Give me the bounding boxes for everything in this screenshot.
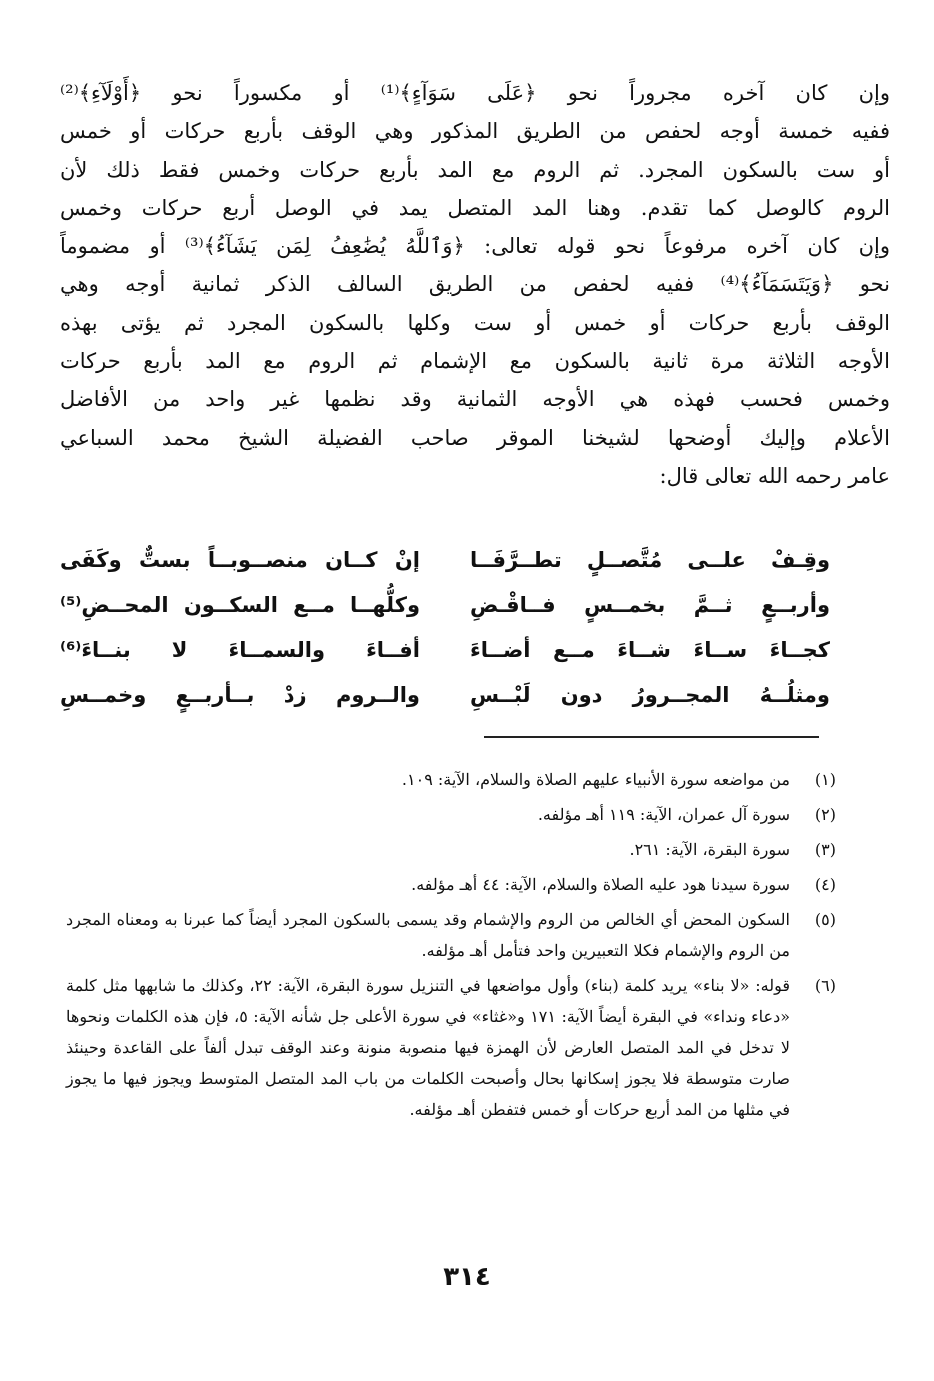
footnote-text: سورة البقرة، الآية: ٢٦١. (629, 840, 790, 859)
poem-verse (60, 538, 830, 583)
poem-verse (60, 628, 830, 673)
main-text (60, 74, 890, 495)
footnote-number: (٣) (814, 840, 836, 859)
poem-verse (60, 583, 830, 628)
text-line: نحو ﴿وَيَتَسَمَآءُ﴾⁽⁴⁾ ففيه لحفص من الطريق السالف الذكر ثمانية أوجه وهي (60, 272, 890, 297)
page-number: ٣١٤ (443, 1262, 491, 1292)
verse-second-half: أفــاءَ والسمــاءَ لا بنــاءَ⁽⁶⁾ (60, 638, 420, 662)
verse-second-half: وكلُّهــا مــع السكــون المحــضِ⁽⁵⁾ (60, 593, 420, 617)
footnote-text: من مواضعه سورة الأنبياء عليهم الصلاة والسلام، الآية: ١٠٩. (401, 770, 790, 789)
footnote-number: (٥) (814, 910, 836, 929)
footnote-number: (٤) (814, 875, 836, 894)
verse-second-half: إنْ كــان منصــوبــاً بستٌّ وكَفَى (60, 548, 420, 572)
footnote-text: السكون المحض أي الخالص من الروم والإشمام وقد يسمى بالسكون المجرد أيضاً كما عبرنا به ومعناه المجرد من الروم والإشمام فكلا التعبيرين واحد فتأمل أهـ مؤلفه. (66, 910, 790, 960)
footnote-number: (٦) (814, 976, 836, 995)
footnote-separator (484, 736, 819, 738)
footnote (66, 799, 836, 830)
footnote-text: سورة سيدنا هود عليه الصلاة والسلام، الآية: ٤٤ أهـ مؤلفه. (411, 875, 790, 894)
text-line: أو ست بالسكون المجرد. ثم الروم مع المد بأربع حركات وخمس فقط ذلك لأن (60, 157, 890, 182)
poem-verses (60, 538, 830, 718)
text-line: الأعلام وإليك أوضحها لشيخنا الموقر صاحب الفضيلة الشيخ محمد السباعي (60, 425, 890, 450)
verse-first-half: كجــاءَ ســاءَ شــاءَ مــع أضــاءَ (470, 638, 830, 662)
text-line: الأوجه الثلاثة مرة ثانية بالسكون مع الإشمام ثم الروم مع المد بأربع حركات (60, 349, 890, 374)
text-line: وإن كان آخره مجروراً نحو ﴿عَلَى سَوَآءٍ﴾⁽¹⁾ أو مكسوراً نحو ﴿أَوْلَآءِ﴾⁽²⁾ (60, 81, 890, 105)
footnote-number: (٢) (814, 805, 836, 824)
footnote-text: سورة آل عمران، الآية: ١١٩ أهـ مؤلفه. (537, 805, 790, 824)
text-line: ففيه خمسة أوجه لحفص من الطريق المذكور وهي الوقف بأربع حركات أو خمس (60, 119, 890, 144)
footnote (66, 869, 836, 900)
footnote (66, 970, 836, 1125)
footnotes (66, 764, 836, 1129)
verse-first-half: وقِـفْ علــى مُتَّصــلٍ تطــرَّفَــا (470, 548, 830, 572)
text-line: وخمس فحسب فهذه هي الأوجه الثمانية وقد نظمها غير واحد من الأفاضل (60, 387, 890, 412)
footnote (66, 764, 836, 795)
footnote-text: قوله: «لا بناء» يريد كلمة (بناء) وأول مواضعها في التنزيل سورة البقرة، الآية: ٢٢، وكذلك ما شابهها مثل كلمة «دعاء ونداء» في البقرة أيضاً الآية: ١٧١ و«غثاء» في سورة الأعلى جل شأنه الآية: ٥، فإن هذه الكلمات ونحوها لا تدخل في المد المتصل العارض لأن الهمزة فيها منصوبة منونة وعند الوقف تبدل ألفاً على القاعدة وحينئذ صارت متوسطة فلا يجوز إسكانها بحال وأصبحت الكلمات من باب المد المتصل المتوسط ويجوز فيها ما يجوز في مثلها من المد أربع حركات أو خمس فتفطن أهـ مؤلفه. (66, 976, 790, 1119)
footnote (66, 834, 836, 865)
verse-first-half: ومثلُــهُ المجــرورُ دون لَبْــسِ (470, 683, 830, 707)
text-line: وإن كان آخره مرفوعاً نحو قوله تعالى: ﴿وَٱللَّهُ يُضَٰعِفُ لِمَن يَشَآءُ﴾⁽³⁾ أو مضموماً (60, 234, 890, 259)
verse-second-half: والــروم زدْ بــأربــعٍ وخمــسِ (60, 683, 420, 707)
poem-verse (60, 673, 830, 718)
footnote-number: (١) (814, 770, 836, 789)
text-line: الوقف بأربع حركات أو خمس أو ست وكلها بالسكون المجرد ثم يؤتى بهذه (60, 310, 890, 335)
text-line: عامر رحمه الله تعالى قال: (659, 463, 890, 488)
text-line: الروم كالوصل كما تقدم. وهنا المد المتصل يمد في الوصل أربع حركات وخمس (60, 195, 890, 220)
verse-first-half: وأربــعٍ ثــمَّ بخمــسٍ فــاقْـضِ (470, 593, 830, 617)
footnote (66, 904, 836, 966)
